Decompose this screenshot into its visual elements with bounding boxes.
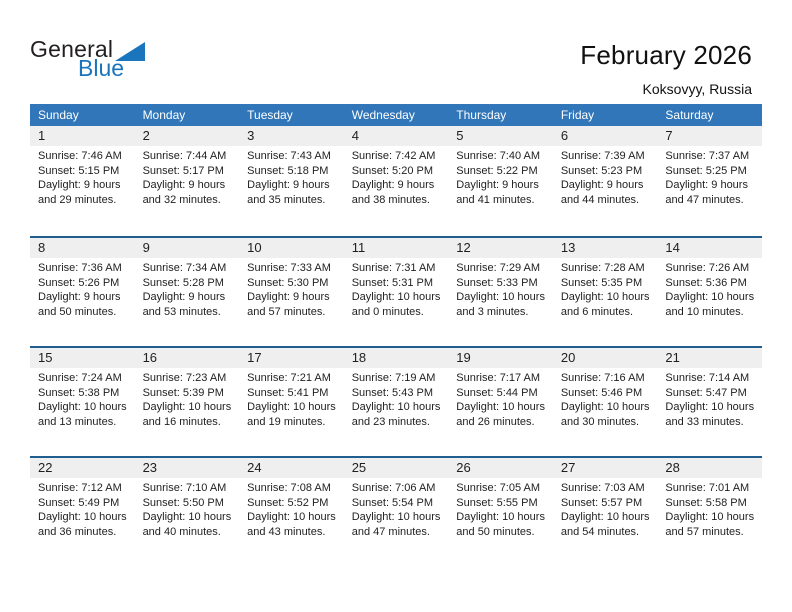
sunrise-text: Sunrise: 7:28 AM xyxy=(560,262,645,274)
day-cell-16 xyxy=(135,348,240,456)
daylight-text: Daylight: 9 hours and 50 minutes. xyxy=(38,291,121,318)
day-details xyxy=(135,146,240,207)
location-subtitle: Koksovyy, Russia xyxy=(642,81,752,97)
weekday-label-tuesday: Tuesday xyxy=(247,108,293,122)
day-number: 8 xyxy=(30,238,135,258)
sunset-text: Sunset: 5:38 PM xyxy=(38,386,120,399)
sunrise-text: Sunrise: 7:08 AM xyxy=(247,482,331,494)
day-number: 19 xyxy=(448,348,553,368)
sunrise-text: Sunrise: 7:39 AM xyxy=(560,150,645,162)
sunrise-text: Sunrise: 7:46 AM xyxy=(38,150,122,162)
calendar-body xyxy=(30,126,762,566)
daylight-text: Daylight: 10 hours and 26 minutes. xyxy=(456,401,545,428)
day-details xyxy=(553,258,658,319)
sunrise-text: Sunrise: 7:01 AM xyxy=(665,482,750,494)
sunrise-text: Sunrise: 7:42 AM xyxy=(351,150,436,162)
day-details xyxy=(239,478,344,539)
weekday-label-monday: Monday xyxy=(142,108,186,122)
sunset-text: Sunset: 5:18 PM xyxy=(247,164,329,177)
sunset-text: Sunset: 5:46 PM xyxy=(560,386,643,399)
daylight-text: Daylight: 10 hours and 13 minutes. xyxy=(38,401,127,428)
day-cell-12 xyxy=(448,238,553,346)
day-details xyxy=(239,258,344,319)
sunrise-text: Sunrise: 7:03 AM xyxy=(560,482,645,494)
weekday-label-sunday: Sunday xyxy=(38,108,79,122)
day-cell-11 xyxy=(344,238,449,346)
day-number: 23 xyxy=(135,458,240,478)
day-number: 3 xyxy=(239,126,344,146)
day-details xyxy=(30,368,135,429)
day-number: 28 xyxy=(657,458,762,478)
day-number: 12 xyxy=(448,238,553,258)
daylight-text: Daylight: 10 hours and 23 minutes. xyxy=(351,401,441,428)
sunset-text: Sunset: 5:35 PM xyxy=(560,276,643,289)
day-cell-26 xyxy=(448,458,553,566)
sunset-text: Sunset: 5:58 PM xyxy=(665,496,747,509)
day-number: 11 xyxy=(344,238,449,258)
sunrise-text: Sunrise: 7:44 AM xyxy=(142,150,227,162)
day-details xyxy=(448,368,553,429)
daylight-text: Daylight: 9 hours and 35 minutes. xyxy=(247,179,330,206)
day-cell-27 xyxy=(553,458,658,566)
day-cell-8 xyxy=(30,238,135,346)
daylight-text: Daylight: 10 hours and 36 minutes. xyxy=(38,511,127,538)
daylight-text: Daylight: 10 hours and 10 minutes. xyxy=(665,291,755,318)
daylight-text: Daylight: 10 hours and 6 minutes. xyxy=(560,291,650,318)
page-title: February 2026 xyxy=(580,40,752,70)
day-number: 15 xyxy=(30,348,135,368)
week-row xyxy=(30,236,762,346)
daylight-text: Daylight: 10 hours and 33 minutes. xyxy=(665,401,755,428)
sunrise-text: Sunrise: 7:05 AM xyxy=(456,482,541,494)
weekday-label-wednesday: Wednesday xyxy=(351,108,415,122)
day-number: 9 xyxy=(135,238,240,258)
sunrise-text: Sunrise: 7:40 AM xyxy=(456,150,541,162)
day-number: 2 xyxy=(135,126,240,146)
day-cell-2 xyxy=(135,126,240,236)
day-cell-5 xyxy=(448,126,553,236)
day-details xyxy=(344,258,449,319)
daylight-text: Daylight: 9 hours and 53 minutes. xyxy=(142,291,226,318)
day-cell-21 xyxy=(657,348,762,456)
sunrise-text: Sunrise: 7:37 AM xyxy=(665,150,750,162)
sunrise-text: Sunrise: 7:10 AM xyxy=(142,482,227,494)
sunset-text: Sunset: 5:52 PM xyxy=(247,496,329,509)
sunset-text: Sunset: 5:44 PM xyxy=(456,386,538,399)
day-details xyxy=(448,258,553,319)
daylight-text: Daylight: 10 hours and 47 minutes. xyxy=(351,511,441,538)
day-number: 6 xyxy=(553,126,658,146)
daylight-text: Daylight: 9 hours and 44 minutes. xyxy=(560,179,644,206)
sunrise-text: Sunrise: 7:31 AM xyxy=(351,262,436,274)
sunset-text: Sunset: 5:47 PM xyxy=(665,386,747,399)
sunrise-text: Sunrise: 7:36 AM xyxy=(38,262,122,274)
day-cell-13 xyxy=(553,238,658,346)
sunset-text: Sunset: 5:39 PM xyxy=(142,386,224,399)
day-details xyxy=(30,478,135,539)
day-number: 13 xyxy=(553,238,658,258)
sunset-text: Sunset: 5:23 PM xyxy=(560,164,643,177)
sunset-text: Sunset: 5:49 PM xyxy=(38,496,120,509)
day-details xyxy=(448,478,553,539)
day-cell-1 xyxy=(30,126,135,236)
day-number: 16 xyxy=(135,348,240,368)
day-number: 10 xyxy=(239,238,344,258)
daylight-text: Daylight: 10 hours and 30 minutes. xyxy=(560,401,650,428)
day-details xyxy=(448,146,553,207)
day-number: 1 xyxy=(30,126,135,146)
day-cell-14 xyxy=(657,238,762,346)
sunset-text: Sunset: 5:28 PM xyxy=(142,276,224,289)
day-cell-23 xyxy=(135,458,240,566)
sunset-text: Sunset: 5:20 PM xyxy=(351,164,434,177)
weekday-header-row xyxy=(30,104,762,126)
day-number: 21 xyxy=(657,348,762,368)
daylight-text: Daylight: 10 hours and 50 minutes. xyxy=(456,511,545,538)
day-number: 17 xyxy=(239,348,344,368)
day-cell-6 xyxy=(553,126,658,236)
month-calendar xyxy=(30,104,762,566)
week-row xyxy=(30,346,762,456)
day-cell-17 xyxy=(239,348,344,456)
sunset-text: Sunset: 5:26 PM xyxy=(38,276,120,289)
sunset-text: Sunset: 5:54 PM xyxy=(351,496,434,509)
day-cell-24 xyxy=(239,458,344,566)
general-blue-logo xyxy=(30,38,145,80)
sunrise-text: Sunrise: 7:23 AM xyxy=(142,372,227,384)
sunset-text: Sunset: 5:43 PM xyxy=(351,386,434,399)
day-number: 18 xyxy=(344,348,449,368)
logo-text-blue: Blue xyxy=(78,55,125,81)
day-number: 26 xyxy=(448,458,553,478)
day-details xyxy=(553,146,658,207)
day-details xyxy=(657,146,762,207)
daylight-text: Daylight: 10 hours and 0 minutes. xyxy=(351,291,441,318)
day-number: 7 xyxy=(657,126,762,146)
day-details xyxy=(135,478,240,539)
sunrise-text: Sunrise: 7:34 AM xyxy=(142,262,227,274)
sunset-text: Sunset: 5:50 PM xyxy=(142,496,224,509)
day-number: 24 xyxy=(239,458,344,478)
day-details xyxy=(657,368,762,429)
daylight-text: Daylight: 10 hours and 3 minutes. xyxy=(456,291,545,318)
week-row xyxy=(30,126,762,236)
day-details xyxy=(30,146,135,207)
sunrise-text: Sunrise: 7:26 AM xyxy=(665,262,750,274)
sunrise-text: Sunrise: 7:29 AM xyxy=(456,262,541,274)
day-details xyxy=(30,258,135,319)
daylight-text: Daylight: 9 hours and 47 minutes. xyxy=(665,179,748,206)
day-cell-28 xyxy=(657,458,762,566)
day-details xyxy=(135,258,240,319)
sunset-text: Sunset: 5:15 PM xyxy=(38,164,120,177)
day-cell-10 xyxy=(239,238,344,346)
sunset-text: Sunset: 5:30 PM xyxy=(247,276,329,289)
sunrise-text: Sunrise: 7:06 AM xyxy=(351,482,436,494)
weekday-label-saturday: Saturday xyxy=(665,108,714,122)
sunset-text: Sunset: 5:55 PM xyxy=(456,496,538,509)
day-cell-15 xyxy=(30,348,135,456)
day-cell-20 xyxy=(553,348,658,456)
day-number: 27 xyxy=(553,458,658,478)
sunrise-text: Sunrise: 7:43 AM xyxy=(247,150,331,162)
daylight-text: Daylight: 10 hours and 54 minutes. xyxy=(560,511,650,538)
daylight-text: Daylight: 9 hours and 41 minutes. xyxy=(456,179,539,206)
sunset-text: Sunset: 5:25 PM xyxy=(665,164,747,177)
daylight-text: Daylight: 9 hours and 57 minutes. xyxy=(247,291,330,318)
day-details xyxy=(344,368,449,429)
day-cell-9 xyxy=(135,238,240,346)
day-details xyxy=(553,478,658,539)
week-row xyxy=(30,456,762,566)
sunset-text: Sunset: 5:41 PM xyxy=(247,386,329,399)
sunrise-text: Sunrise: 7:14 AM xyxy=(665,372,750,384)
day-cell-3 xyxy=(239,126,344,236)
day-number: 5 xyxy=(448,126,553,146)
sunrise-text: Sunrise: 7:19 AM xyxy=(351,372,436,384)
day-cell-25 xyxy=(344,458,449,566)
daylight-text: Daylight: 10 hours and 19 minutes. xyxy=(247,401,336,428)
day-number: 22 xyxy=(30,458,135,478)
daylight-text: Daylight: 9 hours and 38 minutes. xyxy=(351,179,435,206)
daylight-text: Daylight: 9 hours and 29 minutes. xyxy=(38,179,121,206)
sunset-text: Sunset: 5:22 PM xyxy=(456,164,538,177)
sunrise-text: Sunrise: 7:33 AM xyxy=(247,262,331,274)
day-cell-22 xyxy=(30,458,135,566)
weekday-label-friday: Friday xyxy=(560,108,595,122)
sunset-text: Sunset: 5:33 PM xyxy=(456,276,538,289)
weekday-label-thursday: Thursday xyxy=(456,108,507,122)
daylight-text: Daylight: 9 hours and 32 minutes. xyxy=(142,179,226,206)
day-number: 25 xyxy=(344,458,449,478)
sunset-text: Sunset: 5:31 PM xyxy=(351,276,434,289)
sunrise-text: Sunrise: 7:12 AM xyxy=(38,482,122,494)
day-details xyxy=(135,368,240,429)
day-cell-19 xyxy=(448,348,553,456)
day-details xyxy=(344,146,449,207)
day-details xyxy=(239,146,344,207)
day-cell-18 xyxy=(344,348,449,456)
daylight-text: Daylight: 10 hours and 40 minutes. xyxy=(142,511,232,538)
sunset-text: Sunset: 5:57 PM xyxy=(560,496,643,509)
sunrise-text: Sunrise: 7:24 AM xyxy=(38,372,122,384)
daylight-text: Daylight: 10 hours and 57 minutes. xyxy=(665,511,755,538)
sunrise-text: Sunrise: 7:17 AM xyxy=(456,372,541,384)
day-details xyxy=(657,478,762,539)
day-number: 20 xyxy=(553,348,658,368)
day-details xyxy=(657,258,762,319)
day-number: 14 xyxy=(657,238,762,258)
day-details xyxy=(344,478,449,539)
day-details xyxy=(553,368,658,429)
calendar-header xyxy=(580,40,752,97)
daylight-text: Daylight: 10 hours and 43 minutes. xyxy=(247,511,336,538)
sunrise-text: Sunrise: 7:21 AM xyxy=(247,372,331,384)
daylight-text: Daylight: 10 hours and 16 minutes. xyxy=(142,401,232,428)
day-number: 4 xyxy=(344,126,449,146)
day-cell-4 xyxy=(344,126,449,236)
day-cell-7 xyxy=(657,126,762,236)
sunrise-text: Sunrise: 7:16 AM xyxy=(560,372,645,384)
logo-text-general: General xyxy=(30,36,114,62)
sunset-text: Sunset: 5:36 PM xyxy=(665,276,747,289)
sunset-text: Sunset: 5:17 PM xyxy=(142,164,224,177)
day-details xyxy=(239,368,344,429)
